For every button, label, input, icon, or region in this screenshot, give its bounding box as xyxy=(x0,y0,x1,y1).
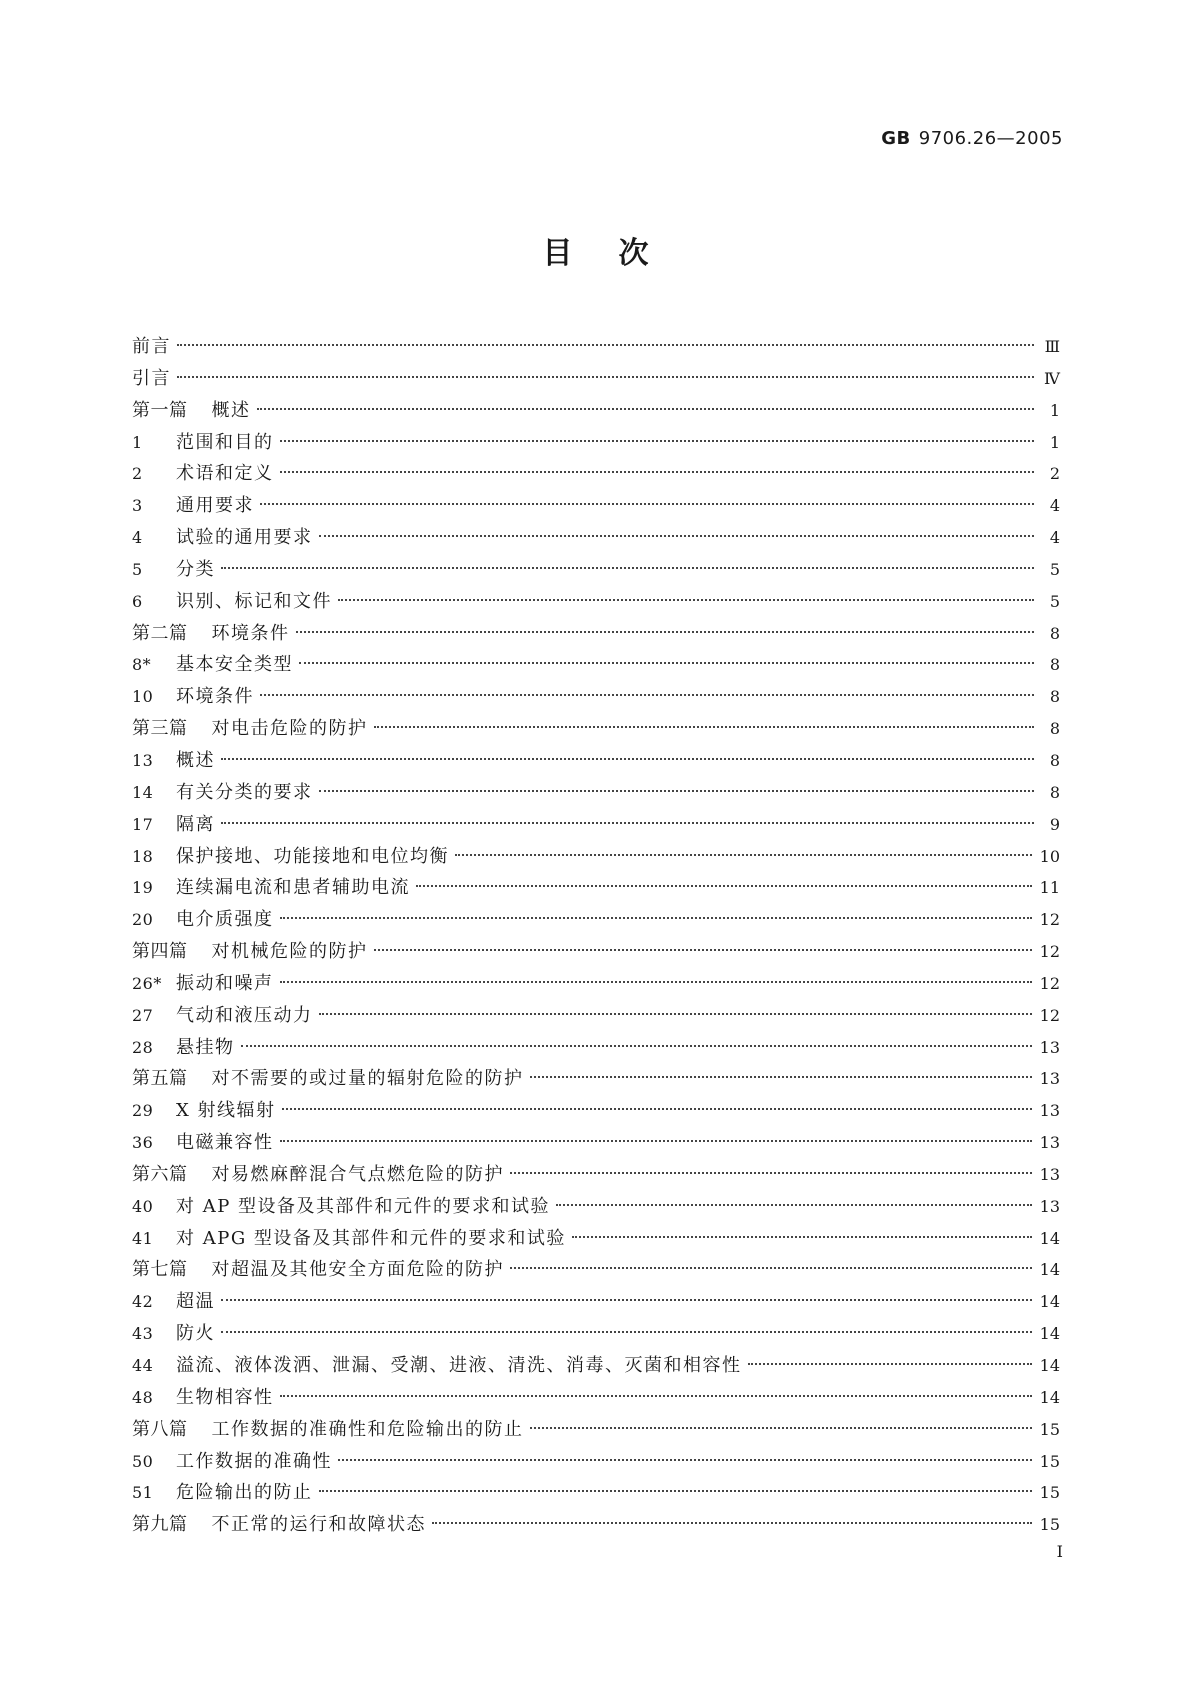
toc-entry[interactable] xyxy=(132,458,1060,490)
toc-entry-number: 3 xyxy=(132,496,143,516)
toc-entry-title: 范围和目的 xyxy=(176,431,274,453)
toc-entry[interactable] xyxy=(132,1095,1060,1127)
toc-entry[interactable] xyxy=(132,1223,1060,1255)
toc-entry-title: 对机械危险的防护 xyxy=(211,941,368,963)
toc-dot-leader xyxy=(221,567,1034,569)
toc-entry-page: Ⅲ xyxy=(1044,337,1060,356)
toc-entry[interactable] xyxy=(132,809,1060,841)
toc-entry-number: 20 xyxy=(132,910,154,930)
toc-entry[interactable] xyxy=(132,490,1060,522)
document-header xyxy=(881,128,1063,149)
toc-dot-leader xyxy=(221,758,1034,760)
toc-entry[interactable] xyxy=(132,841,1060,873)
toc-entry-title: 对不需要的或过量的辐射危险的防护 xyxy=(211,1068,524,1090)
toc-entry-number: 10 xyxy=(132,687,154,707)
toc-entry[interactable] xyxy=(132,1159,1060,1191)
toc-entry-page: 14 xyxy=(1039,1324,1060,1344)
toc-entry-number: 44 xyxy=(132,1356,154,1375)
toc-entry-title: 工作数据的准确性 xyxy=(176,1450,332,1472)
toc-entry-page: 14 xyxy=(1039,1228,1060,1248)
toc-entry-number: 48 xyxy=(132,1387,154,1407)
toc-entry[interactable] xyxy=(132,586,1060,618)
toc-dot-leader xyxy=(748,1363,1032,1365)
toc-entry-page: 13 xyxy=(1039,1101,1060,1121)
toc-entry[interactable] xyxy=(132,872,1060,904)
toc-entry-page: 4 xyxy=(1049,528,1060,548)
toc-entry-number: 第三篇 xyxy=(132,718,188,740)
toc-entry-title: 对易燃麻醉混合气点燃危险的防护 xyxy=(211,1163,504,1185)
toc-entry-title: 引言 xyxy=(132,367,171,389)
toc-entry-page: 5 xyxy=(1049,591,1060,611)
toc-dot-leader xyxy=(280,1140,1032,1142)
toc-entry-number: 6 xyxy=(132,591,143,611)
toc-entry[interactable] xyxy=(132,618,1060,650)
toc-dot-leader xyxy=(556,1204,1032,1206)
toc-entry-page: 14 xyxy=(1039,1356,1060,1375)
toc-entry-page: 12 xyxy=(1039,942,1060,962)
toc-dot-leader xyxy=(257,408,1035,410)
toc-entry[interactable] xyxy=(132,681,1060,713)
toc-entry-number: 40 xyxy=(132,1196,154,1216)
toc-entry-title: 振动和噪声 xyxy=(176,972,274,994)
toc-dot-leader xyxy=(432,1522,1032,1524)
toc-entry-number: 19 xyxy=(132,878,154,898)
toc-entry-page: 5 xyxy=(1049,559,1060,579)
toc-entry-title: 基本安全类型 xyxy=(176,654,293,676)
toc-dot-leader xyxy=(280,917,1032,919)
toc-dot-leader xyxy=(319,535,1035,537)
table-of-contents xyxy=(132,331,1060,1541)
toc-entry-number: 51 xyxy=(132,1483,154,1503)
toc-entry[interactable] xyxy=(132,522,1060,554)
standard-number: 9706.26—2005 xyxy=(918,128,1063,149)
toc-entry[interactable] xyxy=(132,1477,1060,1509)
toc-entry[interactable] xyxy=(132,649,1060,681)
toc-entry-number: 26* xyxy=(132,973,162,993)
toc-dot-leader xyxy=(296,631,1035,633)
standard-prefix: GB xyxy=(881,128,911,149)
toc-entry-number: 29 xyxy=(132,1101,154,1121)
toc-entry-number: 8* xyxy=(132,655,152,675)
toc-dot-leader xyxy=(280,981,1032,983)
toc-entry-page: 2 xyxy=(1049,464,1060,484)
toc-entry-number: 第一篇 xyxy=(132,399,188,421)
toc-entry-title: 分类 xyxy=(176,558,215,580)
toc-entry[interactable] xyxy=(132,1446,1060,1478)
toc-entry[interactable] xyxy=(132,936,1060,968)
toc-entry-title: 概述 xyxy=(211,399,251,421)
toc-entry-title: 生物相容性 xyxy=(176,1386,274,1408)
toc-entry[interactable] xyxy=(132,1286,1060,1318)
toc-entry-number: 第五篇 xyxy=(132,1068,188,1090)
toc-dot-leader xyxy=(282,1108,1032,1110)
toc-dot-leader xyxy=(177,376,1034,378)
toc-entry[interactable] xyxy=(132,1414,1060,1446)
toc-entry[interactable] xyxy=(132,554,1060,586)
toc-entry-number: 1 xyxy=(132,432,143,452)
toc-entry-page: 13 xyxy=(1039,1037,1060,1057)
toc-title: 目次 xyxy=(542,236,695,271)
toc-entry[interactable] xyxy=(132,745,1060,777)
toc-dot-leader xyxy=(241,1045,1032,1047)
toc-entry-title: 概述 xyxy=(176,749,215,771)
toc-entry[interactable] xyxy=(132,1191,1060,1223)
page-number: Ⅰ xyxy=(1056,1542,1063,1561)
toc-entry-page: 8 xyxy=(1049,687,1060,707)
toc-entry-page: 12 xyxy=(1039,973,1060,993)
toc-entry-page: 1 xyxy=(1049,432,1060,452)
toc-dot-leader xyxy=(338,1459,1032,1461)
toc-entry-title: 危险输出的防止 xyxy=(176,1482,313,1504)
toc-dot-leader xyxy=(299,662,1034,664)
toc-entry-page: 8 xyxy=(1049,750,1060,770)
toc-dot-leader xyxy=(510,1172,1032,1174)
toc-entry[interactable] xyxy=(132,1509,1060,1541)
toc-entry[interactable] xyxy=(132,427,1060,459)
toc-dot-leader xyxy=(280,471,1035,473)
toc-entry[interactable] xyxy=(132,1127,1060,1159)
toc-entry-page: 10 xyxy=(1039,846,1060,866)
toc-entry-page: 8 xyxy=(1049,782,1060,802)
toc-entry[interactable] xyxy=(132,1063,1060,1095)
toc-entry-title: 工作数据的准确性和危险输出的防止 xyxy=(211,1418,524,1440)
toc-entry-number: 第六篇 xyxy=(132,1163,188,1185)
toc-entry-number: 36 xyxy=(132,1133,154,1153)
toc-entry[interactable] xyxy=(132,777,1060,809)
toc-entry-title: 防火 xyxy=(176,1323,215,1345)
toc-entry[interactable] xyxy=(132,395,1060,427)
toc-dot-leader xyxy=(374,726,1035,728)
toc-entry-number: 5 xyxy=(132,559,143,579)
toc-dot-leader xyxy=(572,1236,1032,1238)
toc-entry[interactable] xyxy=(132,713,1060,745)
toc-entry-title: 术语和定义 xyxy=(176,463,274,485)
toc-entry-title: 不正常的运行和故障状态 xyxy=(211,1514,426,1536)
toc-entry[interactable] xyxy=(132,1032,1060,1064)
toc-entry-number: 4 xyxy=(132,528,143,548)
toc-entry-number: 17 xyxy=(132,814,154,834)
toc-entry[interactable] xyxy=(132,363,1060,395)
toc-entry[interactable] xyxy=(132,1318,1060,1350)
toc-entry-page: 13 xyxy=(1039,1196,1060,1216)
toc-dot-leader xyxy=(455,854,1032,856)
toc-entry-title: 通用要求 xyxy=(176,495,254,517)
toc-dot-leader xyxy=(338,599,1034,601)
toc-dot-leader xyxy=(221,822,1034,824)
toc-entry-title: 有关分类的要求 xyxy=(176,781,313,803)
toc-entry-number: 第四篇 xyxy=(132,941,188,963)
toc-entry-page: 15 xyxy=(1039,1515,1060,1535)
toc-entry-page: 13 xyxy=(1039,1069,1060,1089)
toc-entry-title: 识别、标记和文件 xyxy=(176,590,332,612)
toc-dot-leader xyxy=(260,503,1034,505)
toc-dot-leader xyxy=(221,1299,1032,1301)
toc-entry-page: 14 xyxy=(1039,1292,1060,1312)
toc-entry[interactable] xyxy=(132,1382,1060,1414)
toc-dot-leader xyxy=(280,440,1035,442)
toc-dot-leader xyxy=(280,1395,1032,1397)
toc-entry-title: 对电击危险的防护 xyxy=(211,718,368,740)
toc-entry-title: 对 APG 型设备及其部件和元件的要求和试验 xyxy=(176,1227,566,1249)
toc-entry-number: 13 xyxy=(132,750,154,770)
toc-entry-title: X 射线辐射 xyxy=(176,1100,276,1122)
toc-entry-title: 前言 xyxy=(132,336,171,357)
toc-entry-title: 悬挂物 xyxy=(176,1036,235,1058)
toc-entry-number: 42 xyxy=(132,1292,154,1312)
toc-entry-number: 第七篇 xyxy=(132,1259,188,1281)
toc-entry-page: 12 xyxy=(1039,1005,1060,1025)
toc-entry[interactable] xyxy=(132,1000,1060,1032)
toc-entry-page: 8 xyxy=(1049,623,1060,643)
toc-dot-leader xyxy=(530,1427,1032,1429)
toc-entry-page: 15 xyxy=(1039,1451,1060,1471)
toc-entry-page: 12 xyxy=(1039,910,1060,930)
toc-entry-title: 隔离 xyxy=(176,813,215,835)
toc-entry[interactable] xyxy=(132,1254,1060,1286)
toc-entry-page: 15 xyxy=(1039,1483,1060,1503)
toc-entry-title: 对 AP 型设备及其部件和元件的要求和试验 xyxy=(176,1195,551,1217)
toc-entry-title: 溢流、液体泼洒、泄漏、受潮、进液、清洗、消毒、灭菌和相容性 xyxy=(176,1355,742,1376)
toc-entry-page: 1 xyxy=(1049,400,1060,420)
toc-dot-leader xyxy=(374,949,1032,951)
toc-entry-number: 第九篇 xyxy=(132,1514,188,1536)
toc-entry-number: 41 xyxy=(132,1228,154,1248)
toc-entry-page: 4 xyxy=(1049,496,1060,516)
toc-entry-number: 18 xyxy=(132,846,154,866)
toc-entry-number: 第二篇 xyxy=(132,622,188,644)
toc-entry-number: 27 xyxy=(132,1005,154,1025)
toc-entry-page: Ⅳ xyxy=(1044,368,1060,388)
toc-entry-title: 试验的通用要求 xyxy=(176,527,313,549)
toc-entry-number: 第八篇 xyxy=(132,1418,188,1440)
toc-dot-leader xyxy=(319,1013,1032,1015)
toc-dot-leader xyxy=(510,1267,1032,1269)
toc-entry-title: 环境条件 xyxy=(176,686,254,708)
toc-dot-leader xyxy=(177,344,1034,346)
toc-entry-number: 28 xyxy=(132,1037,154,1057)
toc-entry-page: 13 xyxy=(1039,1164,1060,1184)
toc-entry-title: 电介质强度 xyxy=(176,909,274,931)
toc-entry-title: 电磁兼容性 xyxy=(176,1132,274,1154)
toc-entry[interactable] xyxy=(132,331,1060,363)
toc-entry-page: 14 xyxy=(1039,1387,1060,1407)
toc-entry-page: 9 xyxy=(1049,814,1060,834)
toc-dot-leader xyxy=(319,1490,1032,1492)
toc-entry-page: 15 xyxy=(1039,1419,1060,1439)
toc-entry-title: 环境条件 xyxy=(211,622,290,644)
toc-entry-title: 超温 xyxy=(176,1291,215,1313)
toc-entry-page: 14 xyxy=(1039,1260,1060,1280)
toc-entry-page: 8 xyxy=(1049,719,1060,739)
toc-dot-leader xyxy=(319,790,1035,792)
toc-entry-number: 43 xyxy=(132,1324,154,1344)
toc-entry-number: 50 xyxy=(132,1451,154,1471)
toc-entry[interactable] xyxy=(132,1350,1060,1382)
toc-entry-title: 气动和液压动力 xyxy=(176,1004,313,1026)
toc-entry-number: 2 xyxy=(132,464,143,484)
toc-entry-title: 保护接地、功能接地和电位均衡 xyxy=(176,845,449,867)
toc-entry-number: 14 xyxy=(132,782,154,802)
toc-dot-leader xyxy=(530,1076,1032,1078)
toc-entry-title: 对超温及其他安全方面危险的防护 xyxy=(211,1259,504,1281)
toc-entry-title: 连续漏电流和患者辅助电流 xyxy=(176,877,410,899)
toc-entry-page: 11 xyxy=(1039,878,1060,898)
toc-entry[interactable] xyxy=(132,904,1060,936)
toc-dot-leader xyxy=(221,1331,1032,1333)
toc-dot-leader xyxy=(416,885,1032,887)
toc-entry-page: 13 xyxy=(1039,1133,1060,1153)
toc-entry-page: 8 xyxy=(1049,655,1060,675)
toc-dot-leader xyxy=(260,694,1034,696)
toc-entry[interactable] xyxy=(132,968,1060,1000)
